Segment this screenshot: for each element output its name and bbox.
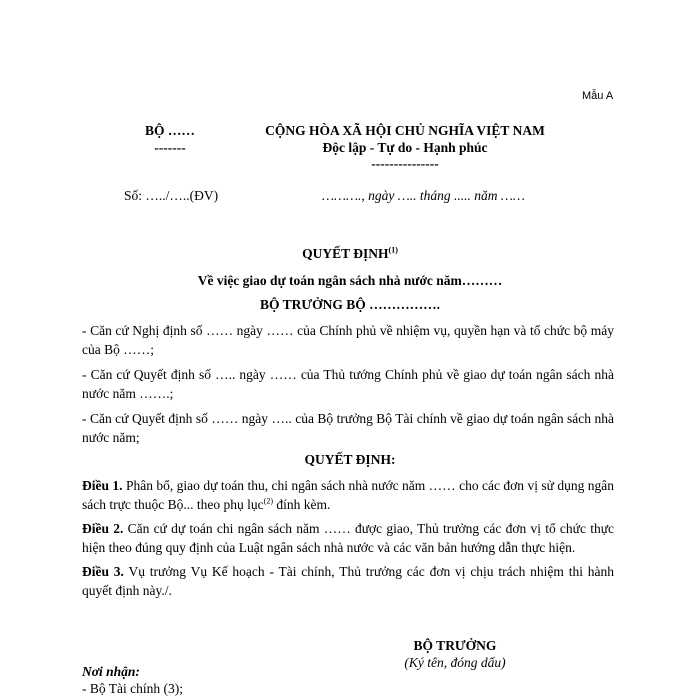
signature-note: (Ký tên, đóng dấu): [404, 655, 506, 670]
article-3: [82, 563, 614, 600]
document-title: [0, 246, 700, 262]
legal-basis-3: - Căn cứ Quyết định số …… ngày ….. của Bộ trưởng Bộ Tài chính về giao dự toán ngân sách nhà nước năm;: [82, 411, 614, 445]
title-text: QUYẾT ĐỊNH: [302, 246, 389, 261]
legal-basis-1: - Căn cứ Nghị định số …… ngày …… của Chính phủ về nhiệm vụ, quyền hạn và tổ chức bộ máy của Bộ ……;: [82, 323, 614, 357]
article-1: [82, 477, 614, 514]
document-date: ………., ngày ….. tháng ..... năm ……: [322, 188, 525, 203]
article-1-text: Phân bổ, giao dự toán thu, chi ngân sách nhà nước năm …… cho các đơn vị sử dụng ngân sách trực thuộc Bộ... theo phụ lục: [82, 478, 614, 512]
issuing-authority: BỘ TRƯỞNG BỘ …………….: [259, 297, 440, 312]
article-3-label: Điều 3.: [82, 564, 124, 579]
article-3-text: Vụ trưởng Vụ Kế hoạch - Tài chính, Thủ trưởng các đơn vị chịu trách nhiệm thi hành quyết định này./.: [82, 564, 614, 598]
article-2-text: Căn cứ dự toán chi ngân sách năm …… được giao, Thủ trưởng các đơn vị tổ chức thực hiện theo đúng quy định của Luật ngân sách nhà nước và các văn bản hướng dẫn thực hiện.: [82, 521, 615, 555]
article-1-label: Điều 1.: [82, 478, 123, 493]
document-number: Số: …../…..(ĐV): [124, 188, 219, 203]
motto-divider: ---------------: [371, 156, 439, 171]
form-code: Mẫu A: [582, 90, 614, 102]
ministry-divider: -------: [154, 140, 186, 155]
decision-heading: QUYẾT ĐỊNH:: [304, 452, 396, 467]
recipients-heading: Nơi nhận:: [82, 664, 140, 679]
national-motto: Độc lập - Tự do - Hạnh phúc: [322, 140, 488, 155]
signature-title: BỘ TRƯỞNG: [413, 638, 497, 653]
article-2: [82, 520, 614, 557]
recipient-item: - Bộ Tài chính (3);: [82, 681, 183, 696]
ministry-name: BỘ ……: [145, 123, 195, 138]
title-footnote: (1): [388, 245, 398, 255]
document-subject: Về việc giao dự toán ngân sách nhà nước năm………: [197, 273, 503, 288]
article-1-text-end: đính kèm.: [276, 496, 331, 512]
republic-name: CỘNG HÒA XÃ HỘI CHỦ NGHĨA VIỆT NAM: [265, 123, 545, 138]
article-1-footnote: (2): [263, 496, 273, 505]
legal-basis-2: - Căn cứ Quyết định số ….. ngày …… của Thủ tướng Chính phủ về giao dự toán ngân sách nhà nước năm …….;: [82, 367, 614, 401]
article-2-label: Điều 2.: [82, 521, 124, 536]
